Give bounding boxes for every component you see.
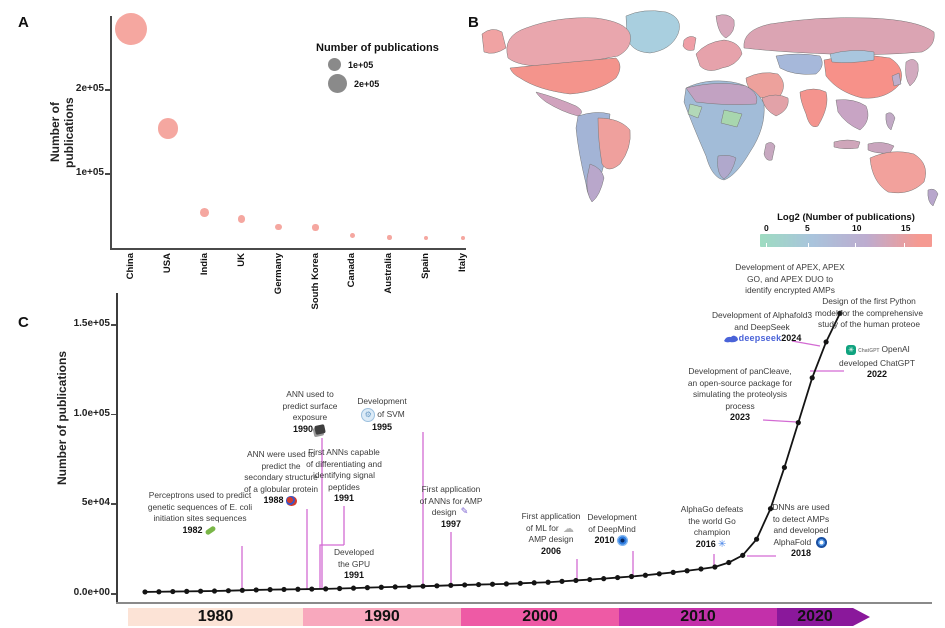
x-category-label: UK (235, 253, 247, 267)
decade-band-2010: 2010 (619, 608, 777, 626)
map-legend-tick: 15 (901, 223, 911, 233)
brain-icon: ☁ (563, 521, 575, 535)
data-point (295, 587, 300, 592)
annotation-year: deepseek2024 (686, 333, 838, 345)
data-point (212, 588, 217, 593)
annotation-line: First application (421, 484, 481, 494)
panel-c-y-tick: 0.0e+00 (73, 587, 110, 598)
annotation-line: First application (521, 511, 581, 521)
annotation-line: of ANNs for AMP (419, 495, 483, 506)
annotation-line: of a globular protein (243, 483, 319, 494)
data-point (462, 582, 467, 587)
milestone-a1991s (285, 447, 403, 505)
x-category-label: Germany (272, 253, 284, 295)
data-point (782, 465, 787, 470)
annotation-line: identifying signal (313, 470, 375, 480)
annotation-line: simulating the proteolysis (692, 389, 788, 399)
data-point (337, 586, 342, 591)
data-point (615, 575, 620, 580)
data-point (254, 587, 259, 592)
panel-a-tick-mark (105, 89, 110, 91)
panel-c-tick-mark (111, 503, 116, 505)
annotation-line: Development of APEX, APEX (735, 262, 845, 272)
data-point (629, 574, 634, 579)
data-point (198, 589, 203, 594)
panel-a-y-tick: 1e+05 (75, 167, 104, 178)
x-category-label: USA (161, 253, 173, 274)
data-point (281, 587, 286, 592)
data-point (226, 588, 231, 593)
milestone-a1997 (397, 484, 505, 530)
annotation-line: Development of panCleave, (688, 366, 792, 376)
legend-label: 2e+05 (354, 78, 380, 89)
x-category-label: Italy (457, 253, 469, 273)
annotation-line: of DeepMind (588, 523, 636, 534)
decade-band-2020: 2020 (777, 608, 853, 626)
panel-c-y-tick: 1.5e+05 (73, 318, 110, 329)
annotation-year: 1990 (263, 424, 358, 436)
annotation-line: process (725, 400, 755, 411)
milestone-aapex (708, 262, 873, 297)
data-point (184, 589, 189, 594)
annotation-line: genetic sequences of E. coli (147, 501, 253, 512)
deepmind-icon (617, 535, 628, 546)
svm-icon: ⚙ (361, 408, 375, 422)
chatgpt-icon: ✳ (846, 345, 856, 355)
data-point (559, 579, 564, 584)
annotation-year: 1982 (125, 525, 275, 537)
x-category-label: South Korea (309, 253, 321, 310)
panel-c-tick-mark (111, 414, 116, 416)
annotation-year: 1997 (440, 518, 462, 529)
annotation-year: 2022 (866, 369, 888, 379)
annotation-line: Perceptrons used to predict (148, 490, 252, 500)
annotation-line: ANN used to (286, 389, 334, 399)
annotation-line: exposure (292, 412, 328, 422)
legend-label: 1e+05 (348, 59, 374, 70)
panel-c-y-axis-label: Number of publications (55, 350, 69, 485)
panel-a-y-tick: 2e+05 (75, 83, 104, 94)
annotation-line: to detect AMPs (772, 513, 830, 524)
map-legend-title: Log2 (Number of publications) (777, 212, 915, 223)
data-point (518, 581, 523, 586)
annotation-line: the GPU (337, 558, 371, 569)
chatgpt-badge-label: ChatGPT (858, 348, 880, 354)
data-point (240, 588, 245, 593)
annotation-line: developed ChatGPT (839, 357, 915, 368)
data-point (434, 583, 439, 588)
data-point (476, 582, 481, 587)
data-point (726, 560, 731, 565)
chip-icon (314, 424, 326, 435)
map-legend-tick: 0 (764, 223, 769, 233)
annotation-line: the world Go (688, 515, 736, 526)
annotation-line: of differentiating and (306, 458, 382, 469)
panel-c-tick-mark (111, 593, 116, 595)
x-category-label: Canada (346, 253, 358, 288)
data-point (643, 573, 648, 578)
data-point (393, 584, 398, 589)
annotation-line: an open-source package for (687, 377, 793, 388)
alphafold-icon (816, 537, 827, 548)
x-category-label: Spain (420, 253, 432, 279)
x-category-label: China (125, 253, 136, 280)
data-point (671, 570, 676, 575)
data-point (268, 587, 273, 592)
panel-c-y-tick: 1.0e+05 (73, 407, 110, 419)
data-point (490, 582, 495, 587)
alphago-icon: ✳ (717, 538, 727, 550)
annotation-year: 2006 (540, 545, 562, 556)
data-point (142, 589, 147, 594)
annotation-line: AMP design (528, 534, 574, 545)
data-point (365, 585, 370, 590)
x-category-label: India (198, 253, 210, 276)
annotation-line: champion (693, 527, 731, 537)
milestone-a2010 (570, 512, 654, 547)
deepseek-whale-icon (723, 334, 739, 344)
decade-band-1980: 1980 (128, 608, 303, 626)
annotation-year: 1991 (343, 570, 365, 580)
bacteria-icon (204, 525, 216, 535)
data-point (448, 583, 453, 588)
panel-c-label: C (18, 314, 29, 331)
data-point (309, 586, 314, 591)
data-point (657, 571, 662, 576)
data-point (351, 586, 356, 591)
annotation-line: ANN were used to (247, 449, 315, 459)
annotation-line: of ML for ☁ (525, 521, 575, 535)
annotation-line: Development (357, 396, 407, 406)
decade-band-1990: 1990 (303, 608, 461, 626)
panel-c-y-tick: 5e+04 (81, 497, 110, 509)
milestone-apython (793, 296, 945, 331)
panel-c-tick-mark (111, 324, 116, 326)
x-category-label: Australia (383, 253, 395, 294)
data-point (504, 581, 509, 586)
panel-a-legend-title: Number of publications (316, 42, 439, 54)
annotation-year: 1995 (371, 421, 393, 432)
panel-a-label: A (18, 14, 29, 31)
data-point (323, 586, 328, 591)
map-legend-tick: 10 (852, 223, 862, 233)
annotation-line: Developed (333, 547, 375, 557)
annotation-line: DNNs are used (772, 502, 830, 512)
milestone-a2016 (662, 504, 762, 550)
annotation-line: Development of Alphafold3 (711, 310, 813, 320)
annotation-year: 2023 (729, 412, 751, 422)
data-point (170, 589, 175, 594)
annotation-line: and developed (773, 525, 829, 535)
annotation-year: 2018 (790, 548, 812, 558)
annotation-line: First ANNs capable (308, 447, 380, 457)
annotation-line: peptides (328, 481, 360, 492)
annotation-line: study of the human proteoe (818, 319, 920, 329)
data-point (685, 568, 690, 573)
annotation-line: model for the comprehensive (815, 307, 923, 318)
annotation-line: Development (587, 512, 637, 522)
annotation-line: ⚙ of SVM (336, 408, 428, 422)
annotation-line: secondary structure (244, 472, 318, 482)
pencil-icon: ✎ (460, 507, 469, 518)
annotation-year: 1991 (333, 493, 355, 503)
milestone-a1991g (318, 547, 390, 582)
milestone-a1995 (336, 396, 428, 433)
milestone-a2018 (751, 502, 851, 560)
annotation-line: initiation sites sequences (153, 513, 247, 523)
map-legend-tick: 5 (805, 223, 810, 233)
panel-b-label: B (468, 14, 479, 31)
annotation-line: predict the (261, 460, 301, 471)
data-point (379, 585, 384, 590)
data-point (420, 584, 425, 589)
milestone-a2023 (664, 366, 816, 424)
annotation-year: 2010 (570, 535, 654, 547)
annotation-year: 2016 ✳ (695, 538, 727, 550)
annotation-line: GO, and APEX DUO to (746, 273, 834, 284)
annotation-line: AlphaGo defeats (680, 504, 744, 514)
annotation-line: Design of the first Python (822, 296, 916, 306)
data-point (546, 580, 551, 585)
decade-arrow (853, 608, 870, 626)
annotation-line: AlphaFold (751, 537, 851, 549)
data-point (601, 576, 606, 581)
decade-band-2000: 2000 (461, 608, 619, 626)
data-point (698, 566, 703, 571)
data-point (740, 553, 745, 558)
annotation-line: design ✎ (431, 507, 469, 518)
data-point (407, 584, 412, 589)
milestone-a2022 (817, 344, 937, 381)
annotation-line: predict surface (282, 400, 338, 411)
annotation-line: identify encrypted AMPs (745, 285, 835, 295)
annotation-line: and DeepSeek (734, 321, 790, 332)
data-point (156, 589, 161, 594)
data-point (573, 578, 578, 583)
data-point (587, 577, 592, 582)
annotation-year: 1988 (221, 495, 341, 507)
deepseek-wordmark: deepseek (738, 333, 782, 343)
annotation-line: ✳ ChatGPT OpenAI (817, 344, 937, 358)
panel-a-y-axis-label: Number of publications (48, 97, 76, 168)
data-point (532, 580, 537, 585)
panel-a-tick-mark (105, 173, 110, 175)
data-point (712, 564, 717, 569)
